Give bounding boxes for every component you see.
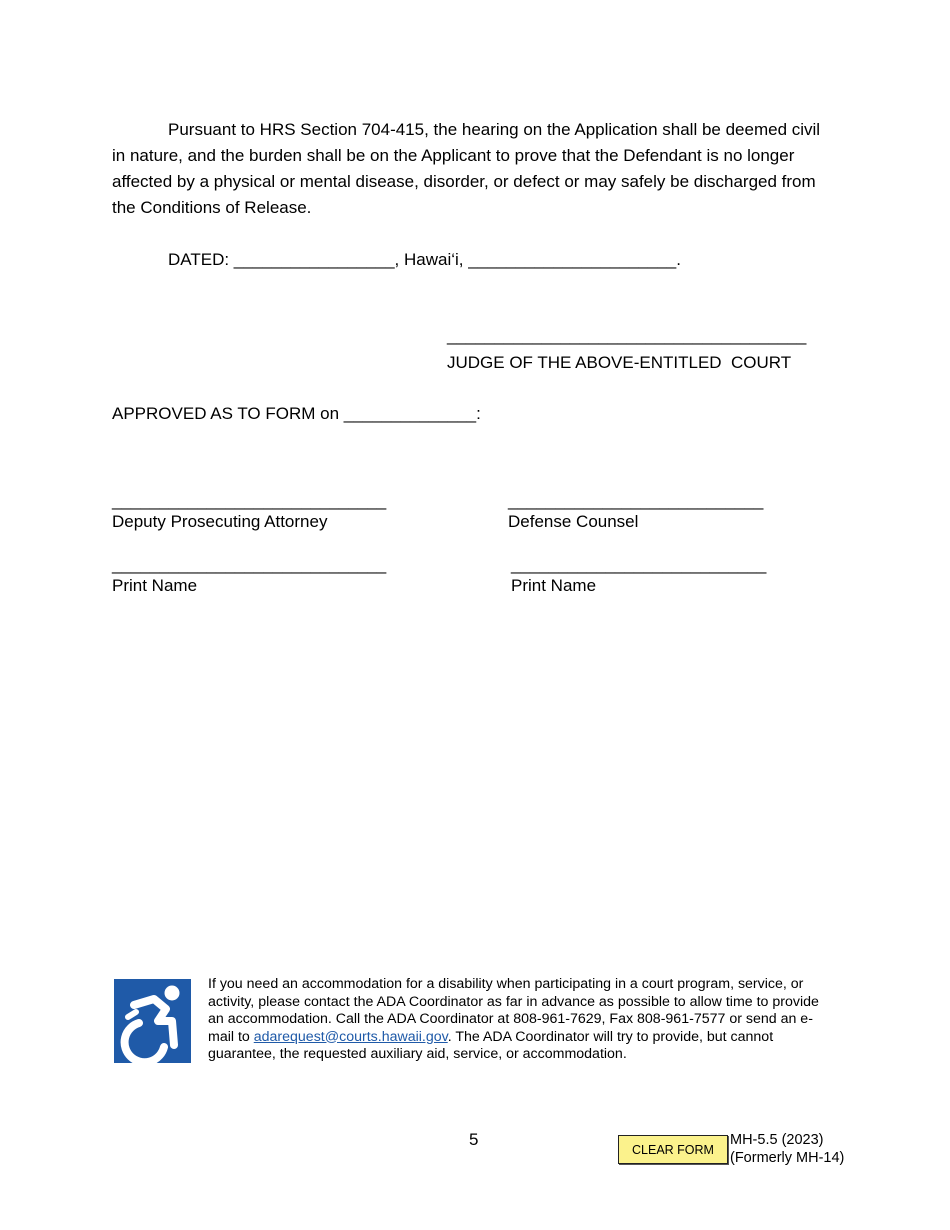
form-number: MH-5.5 (2023) xyxy=(730,1132,824,1148)
hearing-paragraph: Pursuant to HRS Section 704-415, the hearing on the Application shall be deemed civil in nature, and the burden shall be on the Applicant to prove that the Defendant is no longer affected by a physical or mental disease, disorder, or defect or may safely be discharged from the Conditions of Release. xyxy=(112,120,821,217)
dpa-print-name-line[interactable]: _____________________________ xyxy=(112,555,387,574)
judge-signature-line[interactable]: ______________________________________ xyxy=(447,326,807,345)
defense-counsel-signature-line[interactable]: ___________________________ xyxy=(508,491,764,510)
dc-print-name-label: Print Name xyxy=(511,576,597,595)
approved-as-to-form[interactable]: APPROVED AS TO FORM on ______________: xyxy=(112,404,481,423)
dpa-label: Deputy Prosecuting Attorney xyxy=(112,512,328,531)
dpa-print-name-label: Print Name xyxy=(112,576,198,595)
former-form-number: (Formerly MH-14) xyxy=(730,1150,845,1166)
clear-form-button[interactable]: CLEAR FORM xyxy=(618,1135,728,1164)
dated-line[interactable]: DATED: _________________, Hawai‘i, ______________________. xyxy=(168,250,681,269)
form-identifier xyxy=(730,1131,844,1167)
judge-label: JUDGE OF THE ABOVE-ENTITLED COURT xyxy=(447,353,792,372)
ada-email-link[interactable]: adarequest@courts.hawaii.gov xyxy=(253,1028,448,1045)
defense-counsel-label: Defense Counsel xyxy=(508,512,639,531)
accessibility-icon xyxy=(114,979,191,1063)
page-number: 5 xyxy=(469,1130,479,1149)
dc-print-name-line[interactable]: ___________________________ xyxy=(511,555,767,574)
ada-notice-text-end: . The ADA Coordinator will try to provide, but cannot guarantee, the requested auxiliary aid, service, or accommodation. xyxy=(208,1028,774,1062)
ada-notice-text-start: If you need an accommodation for a disability when participating in a court program, service, or activity, please contact the ADA Coordinator as far in advance as possible to allow time to provide an accommodation. Call the ADA Coordinator at 808-961-7629, Fax 808-961-7577 or send an e-mail to xyxy=(208,976,819,1045)
ada-notice xyxy=(208,976,828,1064)
dpa-signature-line[interactable]: _____________________________ xyxy=(112,491,387,510)
